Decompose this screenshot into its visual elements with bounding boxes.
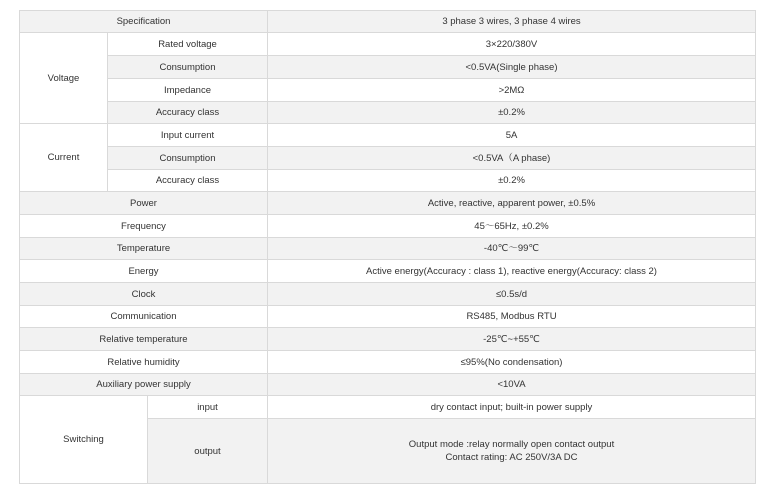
current-group-label: Current [19, 123, 108, 192]
voltage-impedance-label: Impedance [107, 78, 268, 102]
current-input-value: 5A [267, 123, 756, 147]
voltage-consumption-label: Consumption [107, 55, 268, 79]
header-value: 3 phase 3 wires, 3 phase 4 wires [267, 10, 756, 33]
temperature-label: Temperature [19, 237, 268, 260]
voltage-impedance-value: >2MΩ [267, 78, 756, 102]
frequency-label: Frequency [19, 214, 268, 238]
auxiliary-power-value: <10VA [267, 373, 756, 396]
current-consumption-label: Consumption [107, 146, 268, 170]
clock-value: ≤0.5s/d [267, 282, 756, 306]
switching-group-label: Switching [19, 395, 148, 484]
switching-output-mode: Output mode :relay normally open contact output [408, 439, 615, 450]
energy-value: Active energy(Accuracy : class 1), reactive energy(Accuracy: class 2) [267, 259, 756, 283]
frequency-value: 45～65Hz, ±0.2% [267, 214, 756, 238]
voltage-group-label: Voltage [19, 32, 108, 124]
current-accuracy-label: Accuracy class [107, 169, 268, 192]
header-label: Specification [19, 10, 268, 33]
power-label: Power [19, 191, 268, 215]
relative-humidity-value: ≤95%(No condensation) [267, 350, 756, 374]
switching-input-label: input [147, 395, 268, 419]
energy-label: Energy [19, 259, 268, 283]
switching-input-value: dry contact input; built-in power supply [267, 395, 756, 419]
relative-temperature-label: Relative temperature [19, 327, 268, 351]
current-accuracy-value: ±0.2% [267, 169, 756, 192]
communication-label: Communication [19, 305, 268, 328]
voltage-consumption-value: <0.5VA(Single phase) [267, 55, 756, 79]
current-consumption-value: <0.5VA（A phase) [267, 146, 756, 170]
switching-output-label: output [147, 418, 268, 484]
voltage-rated-value: 3×220/380V [267, 32, 756, 56]
power-value: Active, reactive, apparent power, ±0.5% [267, 191, 756, 215]
communication-value: RS485, Modbus RTU [267, 305, 756, 328]
switching-output-rating: Contact rating: AC 250V/3A DC [445, 452, 578, 463]
voltage-rated-label: Rated voltage [107, 32, 268, 56]
voltage-accuracy-label: Accuracy class [107, 101, 268, 124]
relative-temperature-value: -25℃~+55℃ [267, 327, 756, 351]
auxiliary-power-label: Auxiliary power supply [19, 373, 268, 396]
switching-output-value [267, 418, 756, 484]
clock-label: Clock [19, 282, 268, 306]
voltage-accuracy-value: ±0.2% [267, 101, 756, 124]
temperature-value: -40℃～99℃ [267, 237, 756, 260]
relative-humidity-label: Relative humidity [19, 350, 268, 374]
current-input-label: Input current [107, 123, 268, 147]
